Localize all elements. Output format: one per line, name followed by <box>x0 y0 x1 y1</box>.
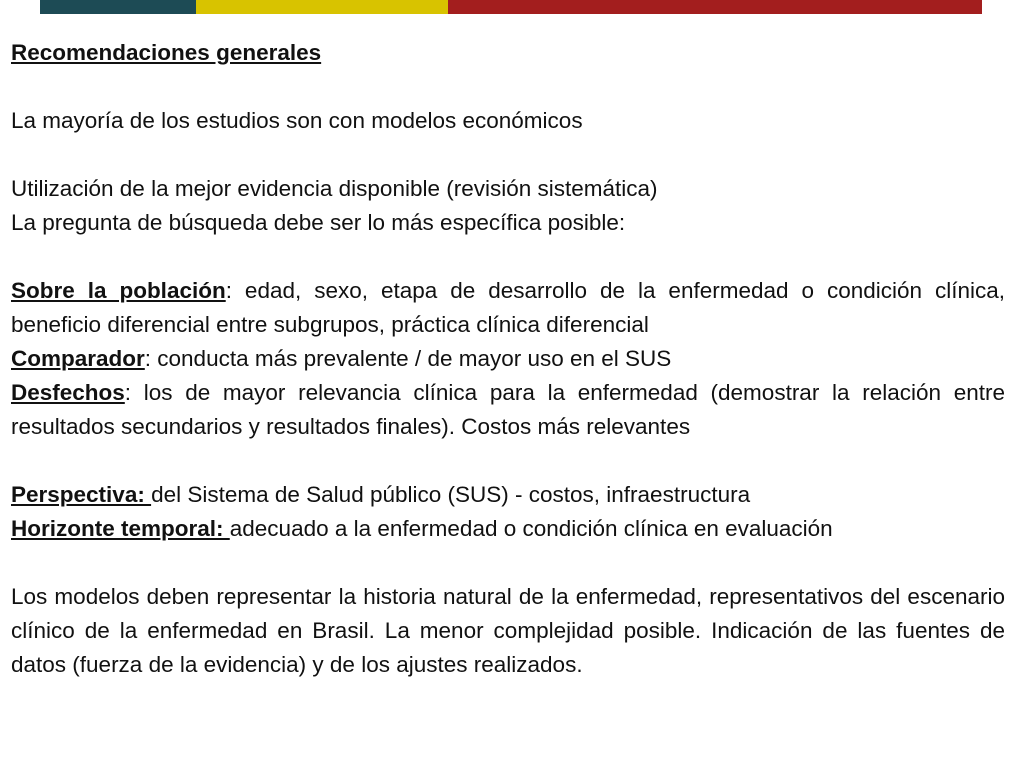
comparador-text: : conducta más prevalente / de mayor uso en el SUS <box>144 346 672 371</box>
poblacion-label: Sobre la población <box>11 278 226 303</box>
top-bar-red-segment <box>448 0 982 14</box>
top-color-bar <box>40 0 982 14</box>
desfechos-paragraph <box>11 376 1005 444</box>
desfechos-label: Desfechos <box>11 380 125 405</box>
question-text: La pregunta de búsqueda debe ser lo más específica posible: <box>11 210 626 235</box>
intro-text: La mayoría de los estudios son con modelos económicos <box>11 108 583 133</box>
spacer <box>11 70 1005 104</box>
horizonte-label: Horizonte temporal: <box>11 516 230 541</box>
spacer <box>11 138 1005 172</box>
spacer <box>11 546 1005 580</box>
top-bar-teal-segment <box>40 0 196 14</box>
perspectiva-text: del Sistema de Salud público (SUS) - costos, infraestructura <box>151 482 751 507</box>
comparador-paragraph <box>11 342 1005 376</box>
horizonte-paragraph <box>11 512 1005 546</box>
poblacion-paragraph <box>11 274 1005 342</box>
slide-content <box>11 36 1005 682</box>
poblacion-text: : edad, sexo, etapa de desarrollo de la enfermedad o condición clínica, beneficio diferencial entre subgrupos, práctica clínica diferencial <box>11 278 1005 337</box>
desfechos-text: : los de mayor relevancia clínica para la enfermedad (demostrar la relación entre resultados secundarios y resultados finales). Costos más relevantes <box>11 380 1005 439</box>
perspectiva-label: Perspectiva: <box>11 482 152 507</box>
spacer <box>11 444 1005 478</box>
spacer <box>11 240 1005 274</box>
comparador-label: Comparador <box>11 346 145 371</box>
evidence-text: Utilización de la mejor evidencia disponible (revisión sistemática) <box>11 176 658 201</box>
models-paragraph: Los modelos deben representar la historia natural de la enfermedad, representativos del escenario clínico de la enfermedad en Brasil. La menor complejidad posible. Indicación de las fuentes de datos (fuerza de la evidencia) y de los ajustes realizados. <box>11 584 1005 677</box>
perspectiva-paragraph <box>11 478 1005 512</box>
slide-title: Recomendaciones generales <box>11 40 322 65</box>
top-bar-yellow-segment <box>196 0 448 14</box>
horizonte-text: adecuado a la enfermedad o condición clínica en evaluación <box>229 516 833 541</box>
